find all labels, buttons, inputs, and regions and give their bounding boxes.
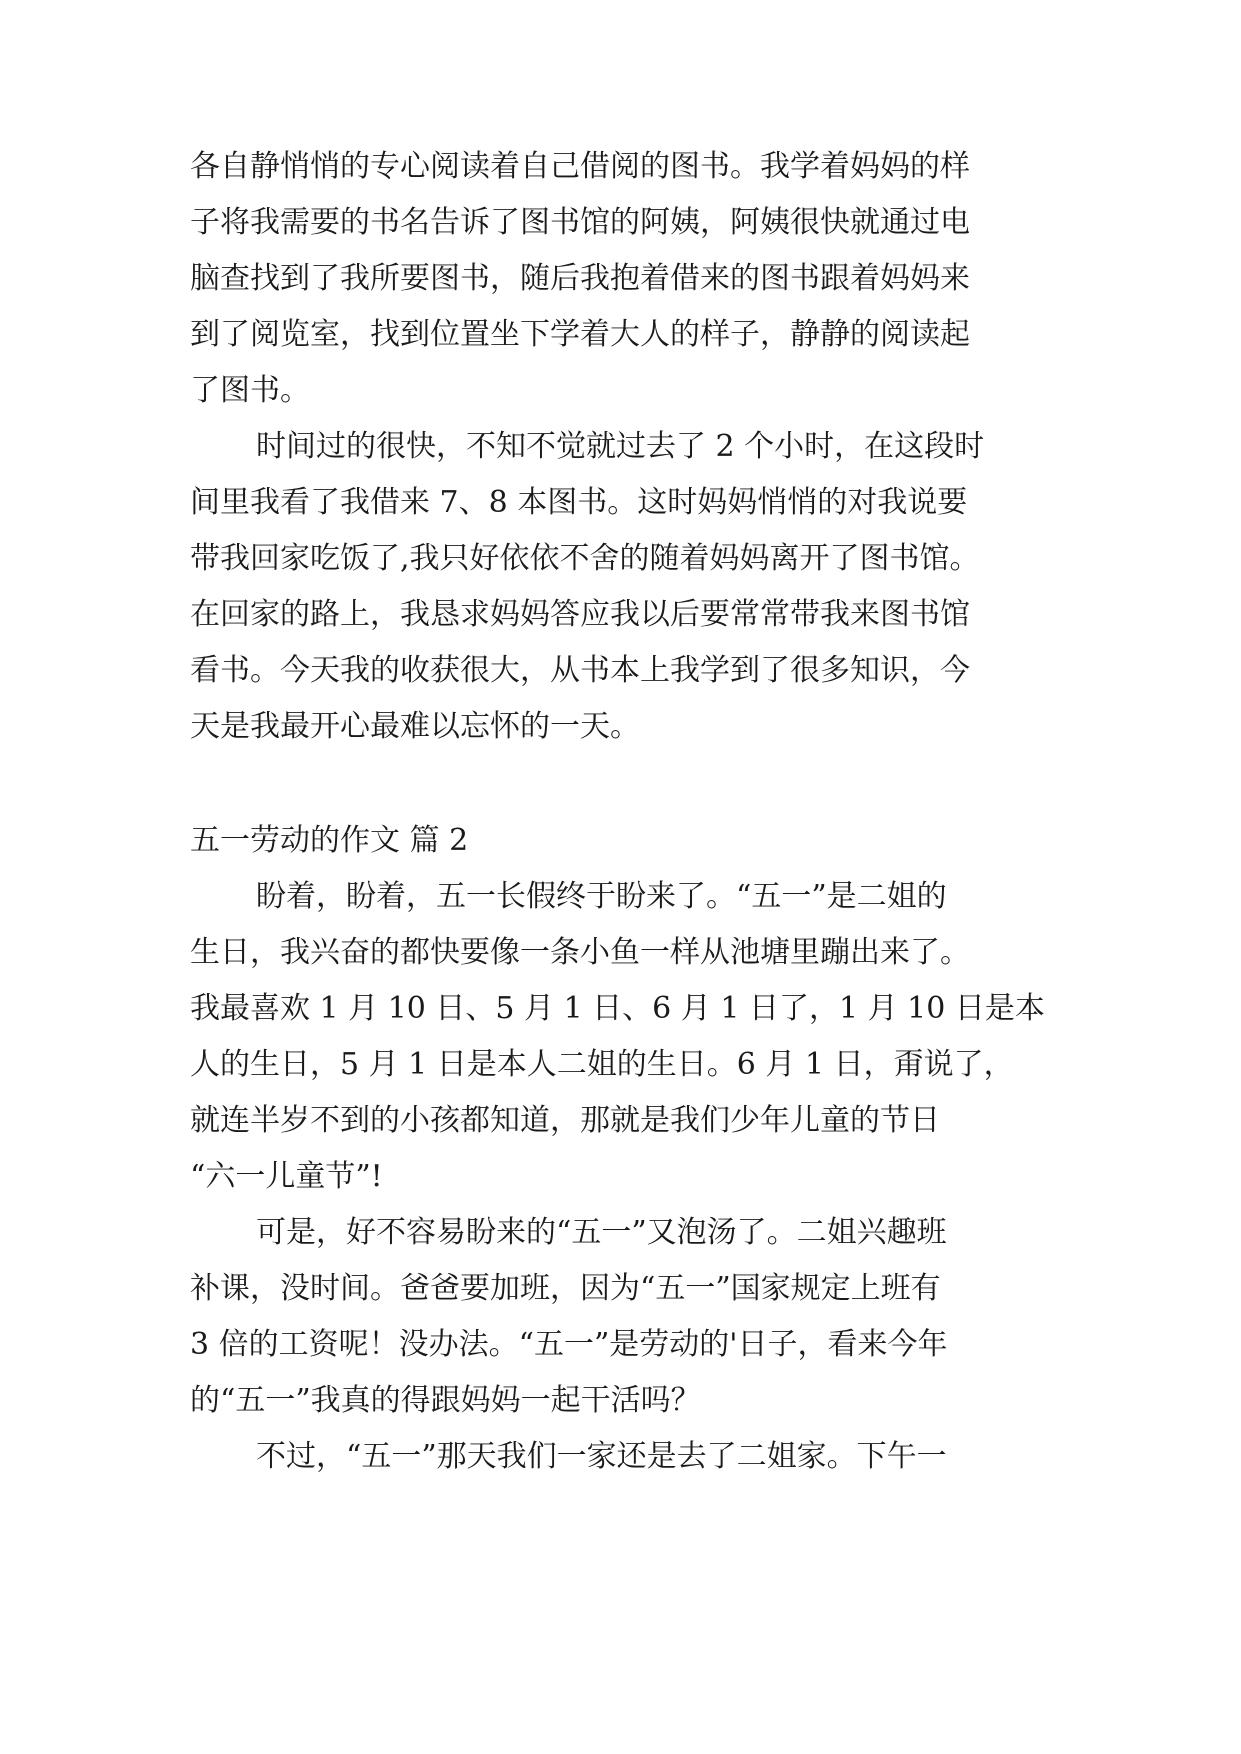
text-line: 我最喜欢 1 月 10 日、5 月 1 日、6 月 1 日了，1 月 10 日是本 (190, 991, 1045, 1026)
text-line: 了图书。 (190, 373, 310, 408)
paragraph-start-line: 不过，“五一”那天我们一家还是去了二姐家。下午一 (256, 1439, 947, 1474)
text-line: 在回家的路上，我恳求妈妈答应我以后要常常带我来图书馆 (190, 597, 970, 632)
text-line: 子将我需要的书名告诉了图书馆的阿姨，阿姨很快就通过电 (190, 205, 970, 240)
text-line: 补课，没时间。爸爸要加班，因为“五一”国家规定上班有 (190, 1271, 941, 1306)
section-heading: 五一劳动的作文 篇 2 (190, 823, 469, 858)
text-line: 生日，我兴奋的都快要像一条小鱼一样从池塘里蹦出来了。 (190, 935, 970, 970)
text-line: 间里我看了我借来 7、8 本图书。这时妈妈悄悄的对我说要 (190, 485, 968, 520)
paragraph-start-line: 时间过的很快，不知不觉就过去了 2 个小时，在这段时 (256, 429, 985, 464)
text-line: 的“五一”我真的得跟妈妈一起干活吗？ (190, 1383, 701, 1418)
text-line: 3 倍的工资呢！没办法。“五一”是劳动的'日子，看来今年 (190, 1327, 948, 1362)
text-line: 带我回家吃饭了,我只好依依不舍的随着妈妈离开了图书馆。 (190, 541, 980, 576)
paragraph-start-line: 盼着，盼着，五一长假终于盼来了。“五一”是二姐的 (256, 879, 947, 914)
text-line: 脑查找到了我所要图书，随后我抱着借来的图书跟着妈妈来 (190, 261, 970, 296)
text-line: 天是我最开心最难以忘怀的一天。 (190, 709, 640, 744)
text-line: 人的生日，5 月 1 日是本人二姐的生日。6 月 1 日，甭说了， (190, 1047, 1014, 1082)
text-line: 到了阅览室，找到位置坐下学着大人的样子，静静的阅读起 (190, 317, 970, 352)
paragraph-start-line: 可是，好不容易盼来的“五一”又泡汤了。二姐兴趣班 (256, 1215, 947, 1250)
text-line: “六一儿童节”! (190, 1159, 383, 1194)
text-line: 各自静悄悄的专心阅读着自己借阅的图书。我学着妈妈的样 (190, 149, 970, 184)
text-line: 就连半岁不到的小孩都知道，那就是我们少年儿童的节日 (190, 1103, 940, 1138)
text-line: 看书。今天我的收获很大，从书本上我学到了很多知识，今 (190, 653, 970, 688)
